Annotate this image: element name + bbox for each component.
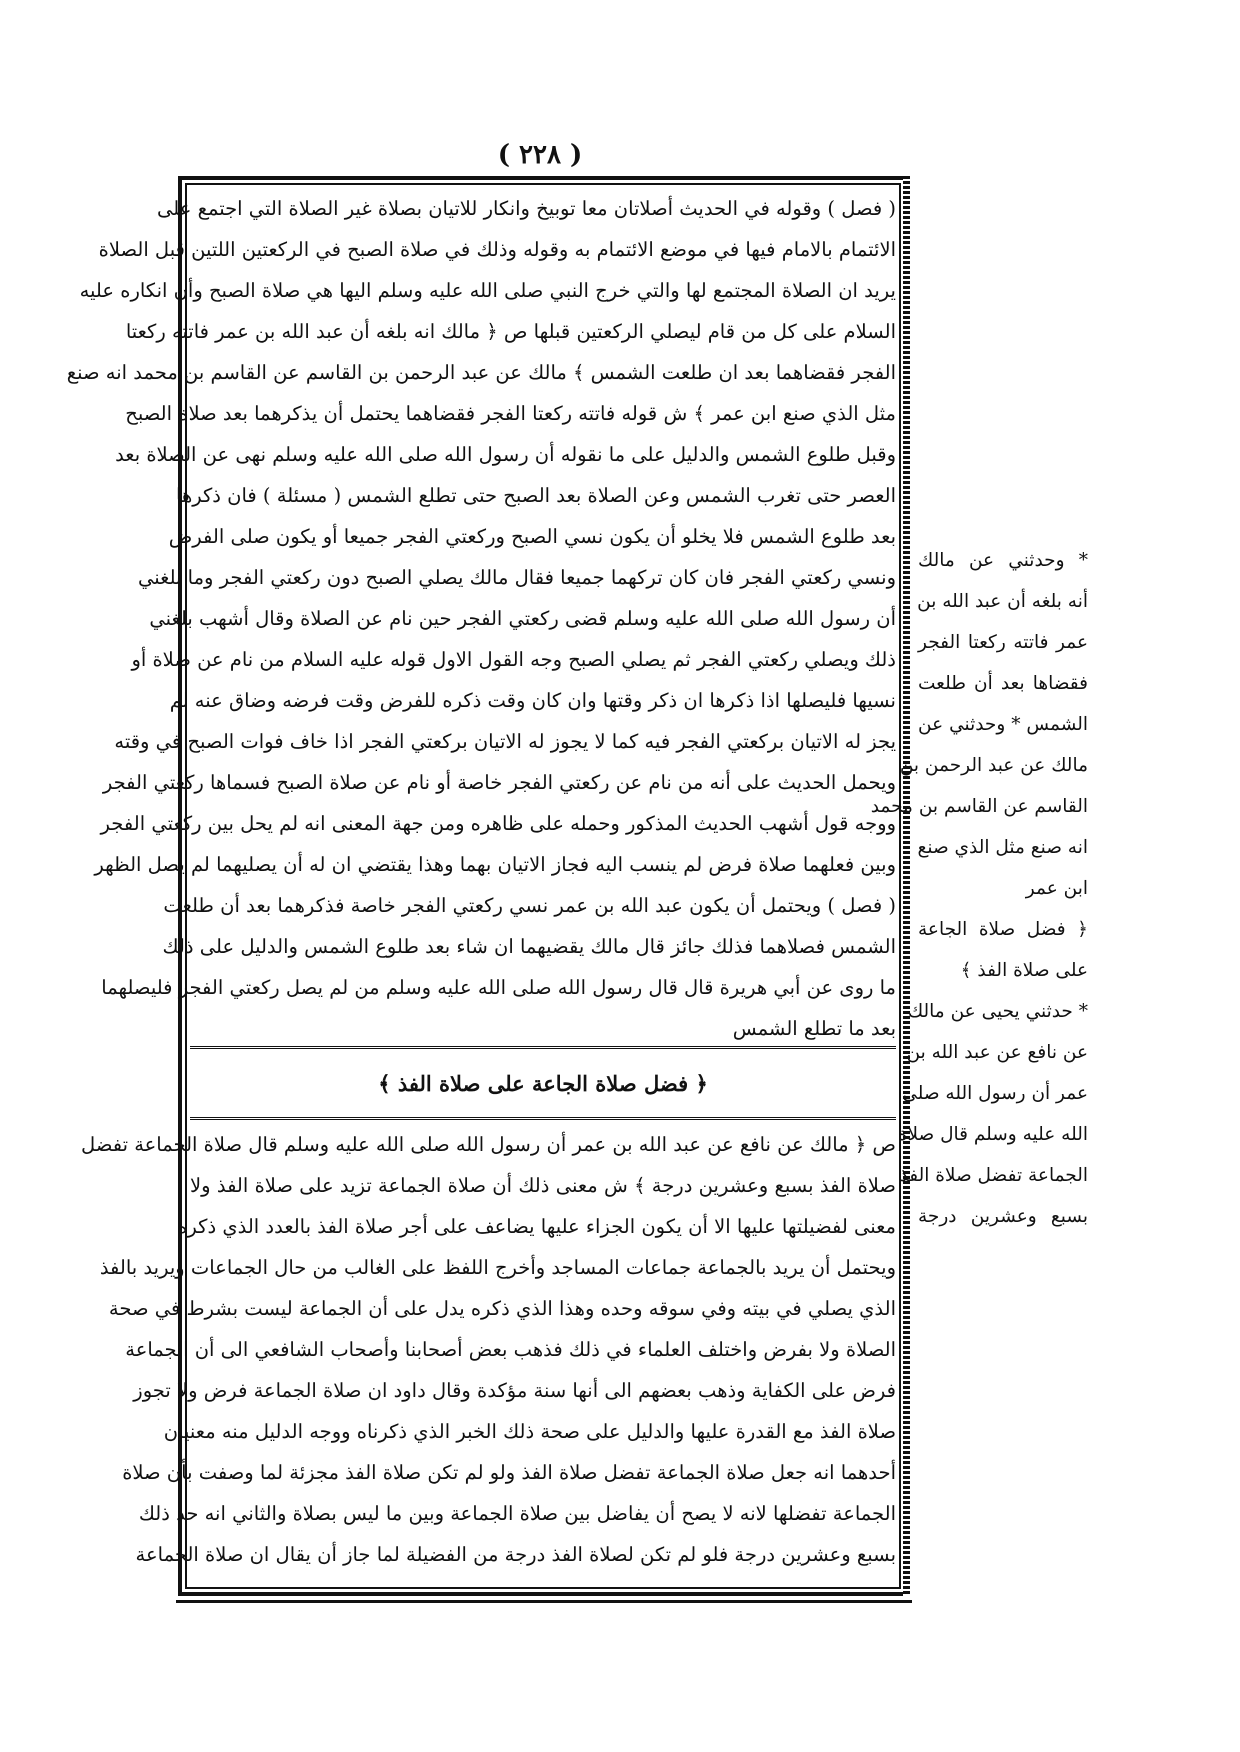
margin-line: بسبع وعشرين درجة [918,1206,1088,1227]
commentary-line: بعد طلوع الشمس فلا يخلو أن يكون نسي الصبح وركعتي الفجر جميعا أو يكون صلى الفرض [168,525,896,548]
commentary-line: يريد ان الصلاة المجتمع لها والتي خرج النبي صلى الله عليه وسلم اليها هي صلاة الصبح وأن انكاره عليه [79,279,896,302]
margin-line: مالك عن عبد الرحمن بن [899,755,1088,776]
margin-line: الله عليه وسلم قال صلاة [897,1124,1088,1145]
commentary-line: وقبل طلوع الشمس والدليل على ما نقوله أن رسول الله صلى الله عليه وسلم نهى عن الصلاة بعد [115,443,896,466]
chapter-heading-band [190,1046,896,1120]
commentary-line: ( فصل ) وقوله في الحديث أصلاتان معا توبيخ وانكار للاتيان بصلاة غير الصلاة التي اجتمع على [157,197,896,220]
commentary-block [66,188,896,1049]
commentary-line: ذلك ويصلي ركعتي الفجر ثم يصلي الصبح وجه القول الاول قوله عليه السلام من نام عن صلاة أو [131,648,896,671]
bottom-rule [176,1600,912,1603]
commentary-line: مثل الذي صنع ابن عمر ﴾ ش قوله فاتته ركعتا الفجر فقضاهما يحتمل أن يذكرهما بعد صلاة الصبح [125,402,896,425]
margin-line: انه صنع مثل الذي صنع [917,837,1088,858]
margin-line: الجماعة تفضل صلاة الفذ [899,1165,1088,1186]
margin-line: عمر أن رسول الله صلى [902,1083,1088,1104]
margin-line: أنه بلغه أن عبد الله بن [917,591,1088,612]
chapter-title: ﴿ فضل صلاة الجاعة على صلاة الفذ ﴾ [378,1070,708,1096]
commentary-line: الائتمام بالامام فيها في موضع الائتمام به وقوله وذلك في صلاة الصبح في الركعتين اللتين قبل الصلاة [98,238,896,261]
commentary-line: ما روى عن أبي هريرة قال قال رسول الله صلى الله عليه وسلم من لم يصل ركعتي الفجر فليصلهما [101,976,896,999]
main-text-line: أحدهما انه جعل صلاة الجماعة تفضل صلاة الفذ ولو لم تكن صلاة الفذ مجزئة لما وصفت بأن صلاة [122,1461,896,1484]
commentary-line: بعد ما تطلع الشمس [732,1017,896,1040]
commentary-line: الفجر فقضاهما بعد ان طلعت الشمس ﴾ مالك عن عبد الرحمن بن القاسم عن القاسم بن محمد انه صنع [66,361,896,384]
commentary-line: أن رسول الله صلى الله عليه وسلم قضى ركعتي الفجر حين نام عن الصلاة وقال أشهب بلغني [149,607,896,630]
commentary-line: ( فصل ) ويحتمل أن يكون عبد الله بن عمر نسي ركعتي الفجر خاصة فذكرهما بعد أن طلعت [163,894,896,917]
main-text-line: الصلاة ولا بفرض واختلف العلماء في ذلك فذهب بعض أصحابنا وأصحاب الشافعي الى أن الجماعة [125,1338,896,1361]
commentary-line: ونسي ركعتي الفجر فان كان تركهما جميعا فقال مالك يصلي الصبح دون ركعتي الفجر وما بلغني [138,566,896,589]
margin-line: * حدثني يحيى عن مالك [907,1001,1088,1022]
margin-line: القاسم عن القاسم بن محمد [870,796,1088,817]
commentary-line: العصر حتى تغرب الشمس وعن الصلاة بعد الصبح حتى تطلع الشمس ( مسئلة ) فان ذكرها [176,484,896,507]
commentary-line: السلام على كل من قام ليصلي الركعتين قبلها ص ﴿ مالك انه بلغه أن عبد الله بن عمر فاتته ركعتا [125,320,896,343]
main-text-line: ص ﴿ مالك عن نافع عن عبد الله بن عمر أن رسول الله صلى الله عليه وسلم قال صلاة الجماعة تفضل [81,1133,896,1156]
page-number: ( ٢٢٨ ) [497,140,583,170]
margin-line: ﴿ فضل صلاة الجاعة [918,919,1088,940]
main-text-line: صلاة الفذ بسبع وعشرين درجة ﴾ ش معنى ذلك أن صلاة الجماعة تزيد على صلاة الفذ ولا [190,1174,896,1197]
main-text-line: الذي يصلي في بيته وفي سوقه وحده وهذا الذي ذكره يدل على أن الجماعة ليست بشرط في صحة [108,1297,896,1320]
margin-line: على صلاة الفذ ﴾ [960,960,1088,981]
commentary-line: الشمس فصلاهما فذلك جائز قال مالك يقضيهما ان شاء بعد طلوع الشمس والدليل على ذلك [162,935,896,958]
frame-decoration [903,176,910,1596]
commentary-line: نسيها فليصلها اذا ذكرها ان ذكر وقتها وان كان وقت ذكره للفرض وقت فرضه وضاق عنه لم [169,689,896,712]
main-text-line: صلاة الفذ مع القدرة عليها والدليل على صحة ذلك الخبر الذي ذكرناه ووجه الدليل منه معنيان [163,1420,896,1443]
commentary-line: ويحمل الحديث على أنه من نام عن ركعتي الفجر خاصة أو نام عن صلاة الصبح فسماها ركعتي الفجر [102,771,896,794]
margin-line: ابن عمر [1025,878,1088,899]
margin-line: * وحدثني عن مالك [918,550,1088,571]
main-text-block [81,1124,896,1575]
main-text-line: بسبع وعشرين درجة فلو لم تكن لصلاة الفذ درجة من الفضيلة لما جاز أن يقال ان صلاة الجماعة [135,1543,896,1566]
main-text-line: معنى لفضيلتها عليها الا أن يكون الجزاء عليها يضاعف على أجر صلاة الفذ بالعدد الذي ذكره [177,1215,896,1238]
main-text-line: ويحتمل أن يريد بالجماعة جماعات المساجد وأخرج اللفظ على الغالب من حال الجماعات ويريد بالفذ [99,1256,896,1279]
margin-line: الشمس * وحدثني عن [918,714,1088,735]
main-text-line: الجماعة تفضلها لانه لا يصح أن يفاضل بين صلاة الجماعة وبين ما ليس بصلاة والثاني انه حد ذلك [138,1502,896,1525]
margin-line: عمر فاتته ركعتا الفجر [918,632,1088,653]
commentary-line: وبين فعلهما صلاة فرض لم ينسب اليه فجاز الاتيان بهما وهذا يقتضي ان له أن يصليهما لم يصل الظهر [94,853,896,876]
margin-line: عن نافع عن عبد الله بن [906,1042,1088,1063]
commentary-line: ووجه قول أشهب الحديث المذكور وحمله على ظاهره ومن جهة المعنى انه لم يحل بين ركعتي الفجر [100,812,896,835]
commentary-line: يجز له الاتيان بركعتي الفجر فيه كما لا يجوز له الاتيان بركعتي الفجر اذا خاف فوات الصبح في وقته [114,730,896,753]
main-text-line: فرض على الكفاية وذهب بعضهم الى أنها سنة مؤكدة وقال داود ان صلاة الجماعة فرض ولا تجوز [133,1379,896,1402]
margin-text-column [870,540,1088,1237]
margin-line: فقضاها بعد أن طلعت [918,673,1088,694]
